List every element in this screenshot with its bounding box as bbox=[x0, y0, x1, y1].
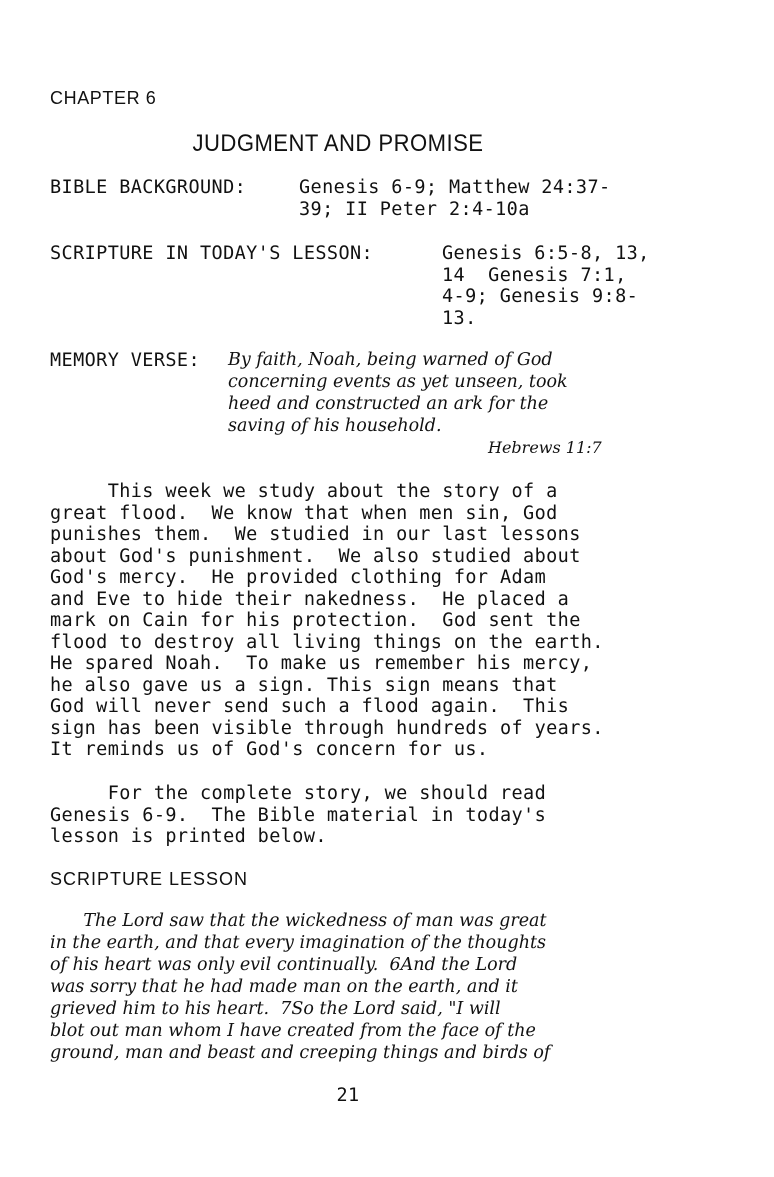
text-line: lesson is printed below. bbox=[50, 826, 327, 847]
ref-line: Genesis 6:5-8, 13, bbox=[442, 243, 650, 264]
text-line: great flood. We know that when men sin, God bbox=[50, 502, 558, 524]
ref-line: 13. bbox=[442, 307, 477, 329]
text-line: For the complete story, we should read bbox=[50, 783, 547, 804]
page-number: 21 bbox=[336, 1085, 360, 1106]
scripture-line: in the earth, and that every imagination of the thoughts bbox=[50, 933, 546, 953]
ref-line: 14 Genesis 7:1, bbox=[442, 264, 627, 286]
text-line: flood to destroy all living things on the earth. bbox=[50, 631, 604, 653]
text-line: sign has been visible through hundreds of years. bbox=[50, 717, 604, 739]
text-line: and Eve to hide their nakedness. He placed a bbox=[50, 588, 570, 610]
text-line: about God's punishment. We also studied about bbox=[50, 545, 581, 567]
scripture-line: ground, man and beast and creeping things and birds of bbox=[50, 1043, 551, 1063]
text-line: he also gave us a sign. This sign means that bbox=[50, 674, 558, 696]
text-line: God's mercy. He provided clothing for Adam bbox=[50, 567, 547, 588]
bible-background-refs bbox=[299, 177, 611, 220]
verse-line: saving of his household. bbox=[228, 416, 442, 436]
memory-verse-text bbox=[228, 349, 568, 437]
ref-line: Genesis 6-9; Matthew 24:37- bbox=[299, 177, 611, 198]
scripture-today-refs bbox=[442, 243, 650, 329]
memory-verse-reference: Hebrews 11:7 bbox=[488, 438, 602, 457]
text-line: This week we study about the story of a bbox=[50, 481, 558, 502]
text-line: God will never send such a flood again. This bbox=[50, 696, 570, 717]
scripture-lesson-text bbox=[50, 910, 550, 1064]
ref-line: 4-9; Genesis 9:8- bbox=[442, 286, 639, 307]
ref-line: 39; II Peter 2:4-10a bbox=[299, 198, 530, 220]
chapter-label: CHAPTER 6 bbox=[50, 88, 157, 108]
verse-line: heed and constructed an ark for the bbox=[228, 394, 549, 414]
text-line: mark on Cain for his protection. God sent the bbox=[50, 610, 581, 631]
verse-line: concerning events as yet unseen, took bbox=[228, 372, 568, 392]
text-line: It reminds us of God's concern for us. bbox=[50, 739, 489, 760]
scripture-line: of his heart was only evil continually. 6And the Lord bbox=[50, 955, 518, 975]
scripture-today-label: SCRIPTURE IN TODAY'S LESSON: bbox=[50, 243, 374, 264]
verse-line: By faith, Noah, being warned of God bbox=[228, 350, 553, 370]
reading-paragraph bbox=[50, 783, 546, 848]
scripture-line: The Lord saw that the wickedness of man was great bbox=[50, 911, 547, 931]
intro-paragraph bbox=[50, 481, 604, 761]
text-line: Genesis 6-9. The Bible material in today's bbox=[50, 804, 547, 826]
scripture-line: blot out man whom I have created from the face of the bbox=[50, 1021, 536, 1041]
memory-verse-label: MEMORY VERSE: bbox=[50, 350, 200, 371]
bible-background-label: BIBLE BACKGROUND: bbox=[50, 177, 247, 198]
scripture-lesson-heading: SCRIPTURE LESSON bbox=[50, 869, 249, 889]
scripture-line: was sorry that he had made man on the earth, and it bbox=[50, 977, 518, 997]
page-title: JUDGMENT AND PROMISE bbox=[192, 130, 484, 157]
text-line: He spared Noah. To make us remember his mercy, bbox=[50, 653, 593, 674]
scripture-line: grieved him to his heart. 7So the Lord said, "I will bbox=[50, 999, 501, 1019]
text-line: punishes them. We studied in our last lessons bbox=[50, 524, 581, 545]
